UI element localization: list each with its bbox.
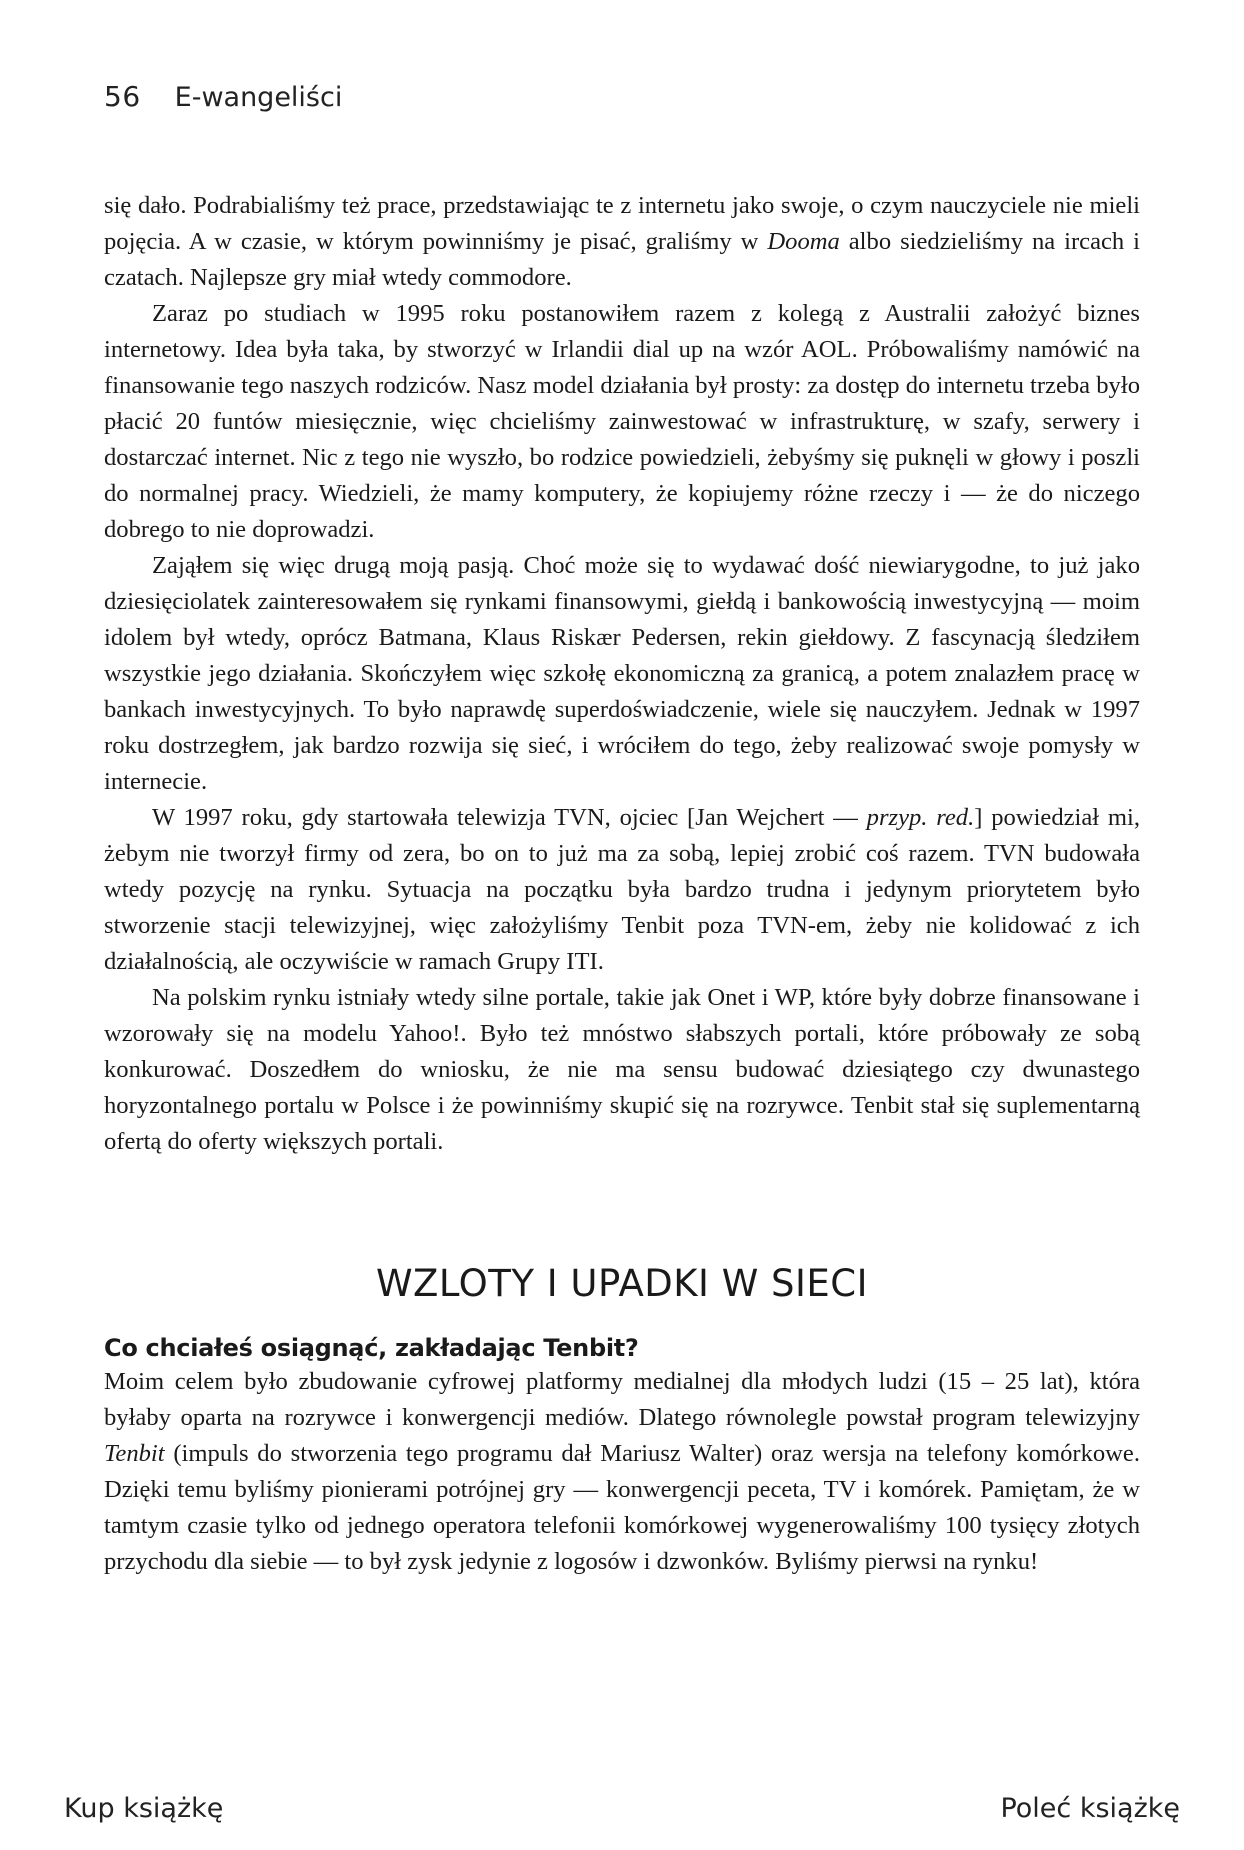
running-title: E-wangeliści — [174, 82, 343, 113]
text-segment: Zająłem się więc drugą moją pasją. Choć może się to wydawać dość niewiarygodne, to już jako dziesięciolatek zainteresowałem się rynkami finansowymi, giełdą i bankowością inwestycyjną — moim idolem był wtedy, oprócz Batmana, Klaus Riskær Pedersen, rekin giełdowy. Z fascynacją śledziłem wszystkie jego działania. Skończyłem więc szkołę ekonomiczną za granicą, a potem znalazłem pracę w bankach inwestycyjnych. To było naprawdę superdoświadczenie, wiele się nauczyłem. Jednak w 1997 roku dostrzegłem, jak bardzo rozwija się sieć, i wróciłem do tego, żeby realizować swoje pomysły w internecie. — [104, 552, 1140, 795]
text-segment: się dało. Podrabialiśmy też prace, przedstawiając te z internetu jako swoje, o czym nauczyciele nie mieli pojęcia. A w czasie, w którym powinniśmy je pisać, graliśmy w — [104, 192, 1140, 255]
text-segment: ] powiedział mi, żebym nie tworzył firmy od zera, bo on to już ma za sobą, lepiej zrobić coś razem. TVN budowała wtedy pozycję na rynku. Sytuacja na początku była bardzo trudna i jedynym priorytetem było stworzenie stacji telewizyjnej, więc założyliśmy Tenbit poza TVN-em, żeby nie kolidować z ich działalnością, ale oczywiście w ramach Grupy ITI. — [104, 804, 1140, 975]
text-segment-italic: przyp. red. — [866, 804, 975, 831]
interview-answer — [104, 1364, 1140, 1580]
paragraph-2 — [104, 296, 1140, 548]
buy-book-link[interactable]: Kup książkę — [64, 1793, 224, 1824]
paragraph-5 — [104, 980, 1140, 1160]
paragraph-4 — [104, 800, 1140, 980]
paragraph-1 — [104, 188, 1140, 296]
page-number: 56 — [104, 80, 141, 113]
page-header — [104, 80, 342, 113]
body-text — [104, 188, 1140, 1160]
text-segment: Moim celem było zbudowanie cyfrowej platformy medialnej dla młodych ludzi (15 – 25 lat), która byłaby oparta na rozrywce i konwergencji mediów. Dlatego równolegle powstał program telewizyjny — [104, 1368, 1140, 1431]
interview-question: Co chciałeś osiągnąć, zakładając Tenbit? — [104, 1334, 639, 1362]
text-segment: Na polskim rynku istniały wtedy silne portale, takie jak Onet i WP, które były dobrze finansowane i wzorowały się na modelu Yahoo!. Było też mnóstwo słabszych portali, które próbowały ze sobą konkurować. Doszedłem do wniosku, że nie ma sensu budować dziesiątego czy dwunastego horyzontalnego portalu w Polsce i że powinniśmy skupić się na rozrywce. Tenbit stał się suplementarną ofertą do oferty większych portali. — [104, 984, 1140, 1155]
text-segment-italic: Tenbit — [104, 1440, 165, 1467]
text-segment: (impuls do stworzenia tego programu dał Mariusz Walter) oraz wersja na telefony komórkowe. Dzięki temu byliśmy pionierami potrójnej gry — konwergencji peceta, TV i komórek. Pamiętam, że w tamtym czasie tylko od jednego operatora telefonii komórkowej wygenerowaliśmy 100 tysięcy złotych przychodu dla siebie — to był zysk jedynie z logosów i dzwonków. Byliśmy pierwsi na rynku! — [104, 1440, 1140, 1575]
text-segment: albo siedzieliśmy na ircach i czatach. Najlepsze gry miał wtedy commodore. — [104, 228, 1140, 291]
text-segment: W 1997 roku, gdy startowała telewizja TVN, ojciec [Jan Wejchert — — [152, 804, 867, 831]
recommend-book-link[interactable]: Poleć książkę — [1000, 1793, 1180, 1824]
paragraph-3 — [104, 548, 1140, 800]
text-segment: Zaraz po studiach w 1995 roku postanowiłem razem z kolegą z Australii założyć biznes internetowy. Idea była taka, by stworzyć w Irlandii dial up na wzór AOL. Próbowaliśmy namówić na finansowanie tego naszych rodziców. Nasz model działania był prosty: za dostęp do internetu trzeba było płacić 20 funtów miesięcznie, więc chcieliśmy zainwestować w infrastrukturę, w szafy, serwery i dostarczać internet. Nic z tego nie wyszło, bo rodzice powiedzieli, żebyśmy się puknęli w głowy i poszli do normalnej pracy. Wiedzieli, że mamy komputery, że kopiujemy różne rzeczy i — że do niczego dobrego to nie doprowadzi. — [104, 300, 1140, 543]
section-title: WZLOTY I UPADKI W SIECI — [375, 1262, 869, 1305]
text-segment-italic: Dooma — [767, 228, 840, 255]
